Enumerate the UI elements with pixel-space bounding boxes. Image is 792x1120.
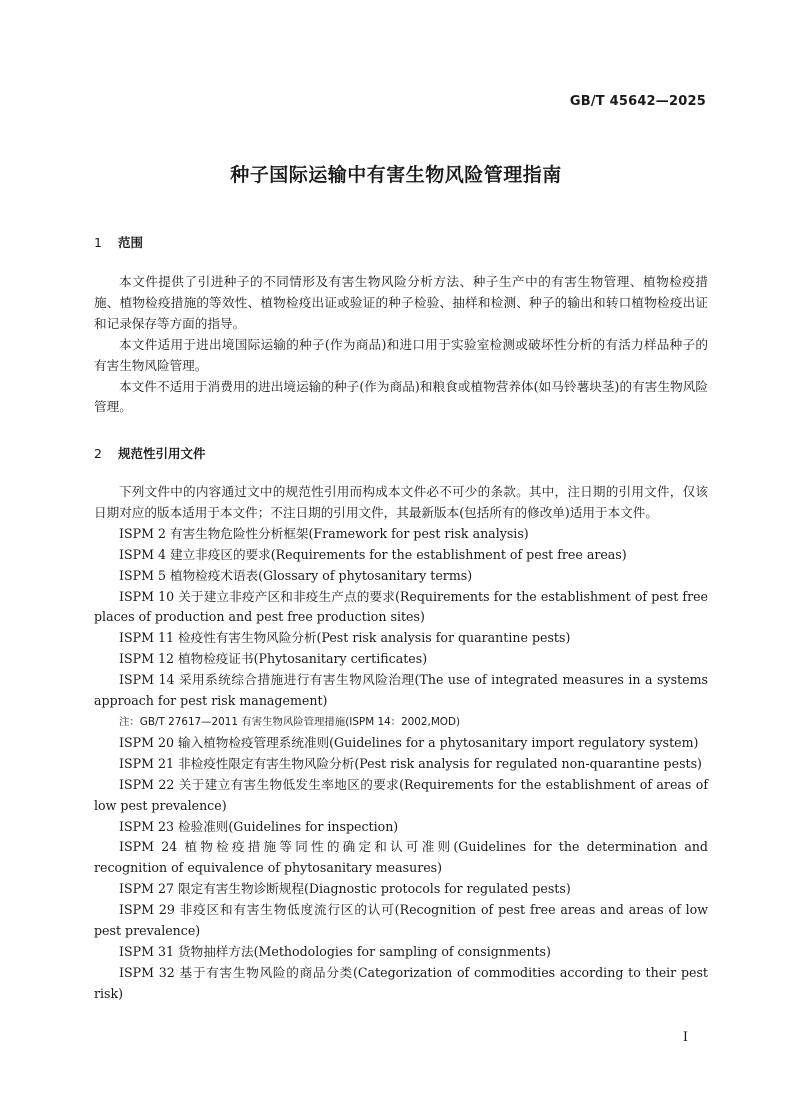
- reference-item: ISPM 29 非疫区和有害生物低度流行区的认可(Recognition of pest free areas and areas of low pest prevalence): [94, 902, 708, 939]
- section-2-heading: [94, 444, 206, 462]
- paragraph: 下列文件中的内容通过文中的规范性引用而构成本文件必不可少的条款。其中，注日期的引用文件，仅该日期对应的版本适用于本文件；不注日期的引用文件，其最新版本(包括所有的修改单)适用于本文件。: [94, 484, 708, 520]
- reference-item: ISPM 11 检疫性有害生物风险分析(Pest risk analysis for quarantine pests): [119, 630, 571, 646]
- page-number: I: [682, 1030, 688, 1045]
- section-2-body: [94, 482, 708, 1005]
- reference-item: ISPM 27 限定有害生物诊断规程(Diagnostic protocols for regulated pests): [119, 881, 571, 897]
- standard-code: GB/T 45642—2025: [569, 94, 706, 109]
- section-1-body: [94, 272, 708, 418]
- reference-item: ISPM 22 关于建立有害生物低发生率地区的要求(Requirements for the establishment of areas of low pest prevalence): [94, 776, 708, 813]
- paragraph: 本文件提供了引进种子的不同情形及有害生物风险分析方法、种子生产中的有害生物管理、植物检疫措施、植物检疫措施的等效性、植物检疫出证或验证的种子检验、抽样和检测、种子的输出和转口植物检疫出证和记录保存等方面的指导。: [94, 274, 708, 331]
- section-number: 1: [94, 235, 102, 250]
- reference-item: ISPM 10 关于建立非疫产区和非疫生产点的要求(Requirements for the establishment of pest free places of production and pest free production sites): [94, 588, 708, 625]
- reference-item: ISPM 31 货物抽样方法(Methodologies for sampling of consignments): [119, 943, 551, 959]
- reference-item: ISPM 4 建立非疫区的要求(Requirements for the establishment of pest free areas): [119, 546, 627, 562]
- reference-item: ISPM 32 基于有害生物风险的商品分类(Categorization of commodities according to their pest risk): [94, 964, 708, 1001]
- reference-item: ISPM 23 检验准则(Guidelines for inspection): [119, 818, 399, 834]
- paragraph: 本文件适用于进出境国际运输的种子(作为商品)和进口用于实验室检测或破坏性分析的有活力样品种子的有害生物风险管理。: [94, 336, 708, 373]
- paragraph: 本文件不适用于消费用的进出境运输的种子(作为商品)和粮食或植物营养体(如马铃薯块茎)的有害生物风险管理。: [94, 378, 708, 415]
- section-title: 范围: [118, 235, 144, 250]
- reference-item: ISPM 5 植物检疫术语表(Glossary of phytosanitary terms): [119, 567, 473, 583]
- section-1-heading: [94, 233, 143, 251]
- reference-item: ISPM 20 输入植物检疫管理系统准则(Guidelines for a phytosanitary import regulatory system): [119, 734, 699, 750]
- section-number: 2: [94, 446, 102, 461]
- section-title: 规范性引用文件: [118, 446, 206, 461]
- reference-note: 注：GB/T 27617—2011 有害生物风险管理措施(ISPM 14：2002,MOD): [119, 715, 461, 728]
- reference-item: ISPM 21 非检疫性限定有害生物风险分析(Pest risk analysis for regulated non-quarantine pests): [119, 755, 702, 771]
- reference-item: ISPM 2 有害生物危险性分析框架(Framework for pest risk analysis): [119, 525, 529, 541]
- reference-item: ISPM 12 植物检疫证书(Phytosanitary certificates): [119, 651, 428, 667]
- reference-item: ISPM 14 采用系统综合措施进行有害生物风险治理(The use of integrated measures in a systems approach for pest risk management): [94, 672, 708, 709]
- reference-item: ISPM 24 植物检疫措施等同性的确定和认可准则(Guidelines for the determination and recognition of equivalence of phytosanitary measures): [94, 839, 708, 876]
- document-title: 种子国际运输中有害生物风险管理指南: [230, 164, 562, 186]
